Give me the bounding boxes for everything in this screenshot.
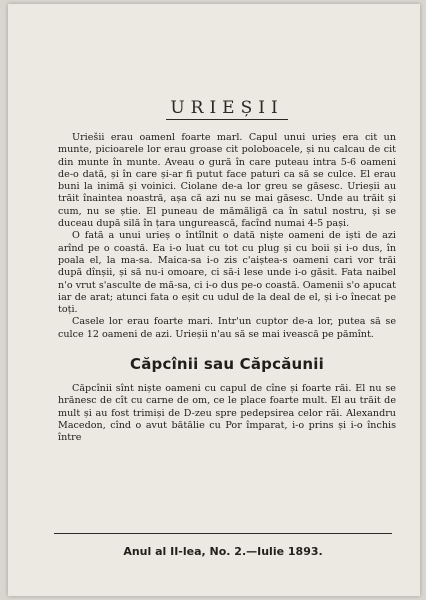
article-body xyxy=(58,132,396,341)
section-title: Căpcînii sau Căpcăunii xyxy=(130,355,324,374)
section-body xyxy=(58,383,396,444)
page-content xyxy=(58,98,396,445)
section-paragraph-1: Căpcînii sînt niște oameni cu capul de cîne și foarte răi. El nu se hrănesc de cît cu carne de om, ce le place foarte mult. El au trăit de mult și au fost trimiși de D-zeu spre pedepsirea celor răi. Alexandru Macedon, cînd o avut bătălie cu Por împarat, i-o prins și i-o închis între xyxy=(58,383,396,444)
footer-rule xyxy=(54,533,392,534)
footer-issue: Anul al II-lea, No. 2.—Iulie 1893. xyxy=(123,545,323,558)
article-paragraph-1: Uriešii erau oamenl foarte marl. Capul unui urieș era cit un munte, picioarele lor erau groase cit poloboacele, și nu calcau de cit din munte în munte. Aveau o gură în care puteau intra 5-6 oameni de-o dată, și în care și-ar fi putut face paturi ca să se culce. El erau buni la inimă și voinici. Ciolane de-a lor greu se găsesc. Urieșii au trăit înaintea noastră, așa că azi nu se mai găsesc. Unde au trăit și cum, nu se știe. El puneau de mămăligă ca în satul nostru, și se duceau după silă în țara ungurească, facînd numai 4-5 pași. xyxy=(58,132,396,230)
article-paragraph-2: O fată a unui urieș o întîlnit o dată niște oameni de iști de azi arînd pe o coastă. Ea i-o luat cu tot cu plug și cu boii și i-o dus, în poala el, la ma-sa. Maica-sa i-o zis c'aiștea-s oameni cari vor trăi după dînșii, și să nu-i omoare, ci să-i lese unde i-o găsit. Fata naibel n'o vrut s'asculte de mă-sa, ci i-o dus pe-o coastă. Oamenii s'o apucat iar de arat; atunci fata o eșit cu udul de la deal de el, și i-o înecat pe toți. xyxy=(58,230,396,316)
document-page xyxy=(8,4,420,596)
article-paragraph-3: Casele lor erau foarte mari. Intr'un cuptor de-a lor, putea să se culce 12 oameni de azi. Urieșii n'au să se mai ivească pe pămînt. xyxy=(58,316,396,340)
article-title: URIEȘII xyxy=(58,98,396,118)
